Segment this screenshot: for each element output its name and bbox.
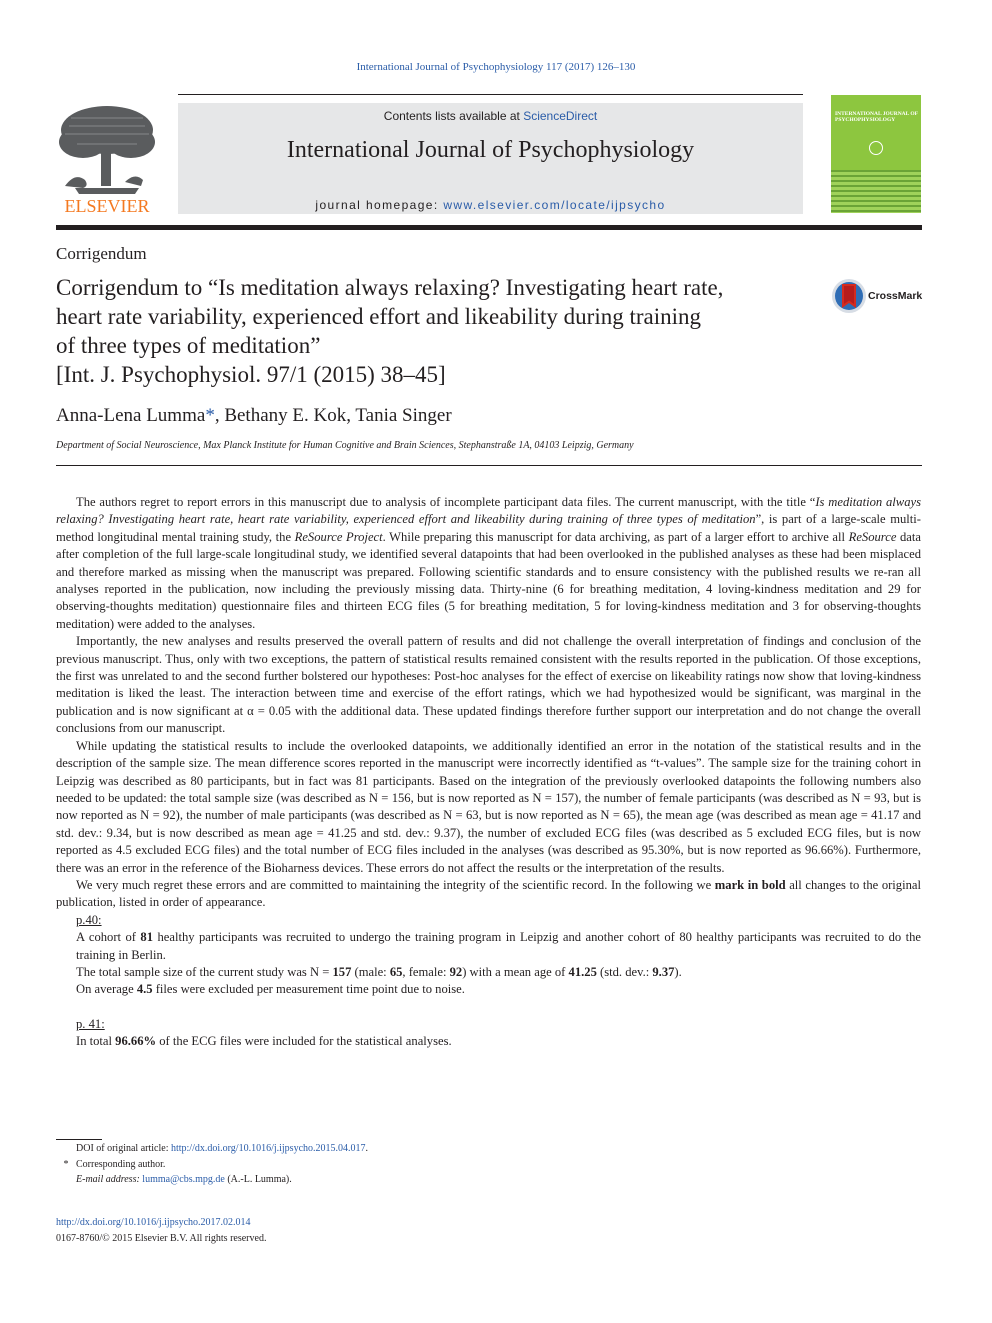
crossmark-label: CrossMark (868, 290, 923, 302)
homepage-link[interactable]: www.elsevier.com/locate/ijpsycho (443, 198, 666, 212)
article-body (56, 494, 921, 1051)
cover-title: INTERNATIONAL JOURNAL OF PSYCHOPHYSIOLOGY (835, 111, 918, 123)
homepage-prefix: journal homepage: (315, 198, 444, 212)
page-label: p.40: (76, 912, 102, 927)
italic-project: ReSource (848, 529, 897, 544)
footnote-corresponding (56, 1157, 368, 1173)
affiliation: Department of Social Neuroscience, Max Planck Institute for Human Cognitive and Brain Sciences, Stephanstraße 1A, 04103 Leipzig, Germany (56, 440, 634, 451)
crossmark-icon (831, 278, 867, 314)
correction-line (56, 929, 921, 964)
paragraph: Importantly, the new analyses and results preserved the overall pattern of results and did not challenge the overall interpretation of findings and conclusion of the previous manuscript. Thus, only with two exceptions, the pattern of statistical results remained consistent with the results reported in the publication. Of those exceptions, the first was unrelated to and the second further bolstered our hypotheses: Post-hoc analyses for the effect of exercise on likeability ratings now show that loving-kindness meditation is liked the least. The interaction between time and exercise of the effort ratings, which we had hypothesized would be significant, was marginal in the publication and is now significant at α = 0.05 with the additional data. These updated findings therefore further support our interpretation and do not change the overall conclusions from our manuscript. (56, 634, 921, 736)
header-rule (178, 94, 803, 95)
text: (std. dev.: (596, 964, 653, 979)
heading-rule (56, 465, 922, 466)
author-name: Anna-Lena Lumma (56, 405, 206, 426)
footnotes (56, 1141, 368, 1188)
bold-value: 4.5 (136, 982, 153, 997)
footnote-doi (56, 1141, 368, 1157)
elsevier-logo (55, 100, 159, 216)
elsevier-logo-text: ELSEVIER (64, 196, 150, 216)
paragraph: While updating the statistical results to include the overlooked datapoints, we additionally identified an error in the notation of the statistical results and in the description of the sample size. The mean difference scores reported in the manuscript were incorrectly identified as “t-values”. The sample size for the training cohort in Leipzig was described as 80 participants, but in fact was 81 participants. Based on the integration of the previously overlooked datapoints the following numbers also needed to be updated: the total sample size (was described as N = 156, but is now reported as N = 157), the number of female participants (was described as N = 93, but is now reported as N = 92), the number of male participants (was described as N = 63, but is now reported as N = 65), the mean age (was described as mean age = 41.17 and std. dev.: 9.34, but is now described as mean age = 41.25 and std. dev.: 9.37), the number of excluded ECG files (was described as 5 excluded ECG files, but is now reported as 4.5 excluded ECG files) and the total number of ECG files included in the analyses (was described as 95.30%, but is now reported as 96.66%). Furthermore, there was an error in the reference of the Bioharness devices. These errors do not affect the results or the interpretation of the results. (56, 738, 921, 875)
text: A cohort of (76, 930, 141, 945)
footnote-email (56, 1172, 368, 1188)
journal-title: International Journal of Psychophysiology (286, 137, 695, 163)
title-line: heart rate variability, experienced effort and likeability during training (56, 304, 702, 329)
sciencedirect-link[interactable]: ScienceDirect (523, 109, 598, 123)
contents-prefix: Contents lists available at (383, 109, 524, 123)
page-label: p. 41: (76, 1016, 105, 1031)
correction-line (56, 964, 921, 981)
corresponding-author-marker[interactable]: * (205, 405, 215, 426)
text: (A.-L. Lumma). (224, 1174, 292, 1185)
cover-seal-icon (869, 141, 883, 155)
text: , female: (402, 964, 450, 979)
footnote-marker: * (63, 1158, 69, 1170)
correction-line (56, 1033, 921, 1050)
original-doi-link[interactable]: http://dx.doi.org/10.1016/j.ijpsycho.2015.04.017 (170, 1143, 366, 1154)
bold-text: mark in bold (714, 877, 786, 892)
elsevier-tree-icon (55, 100, 159, 216)
italic-title: Is meditation always relaxing? Investigating heart rate, heart rate variability, experienced effort and likeability during training of three types of meditation (56, 495, 921, 527)
journal-header-panel (178, 103, 803, 214)
bold-value: 65 (389, 964, 403, 979)
text: On average (76, 982, 137, 997)
cover-stripes (831, 170, 921, 213)
bold-value: 157 (332, 964, 352, 979)
page-reference (56, 912, 921, 929)
author-list (56, 405, 452, 427)
text: ) with a mean age of (462, 964, 569, 979)
text: We very much regret these errors and are committed to maintaining the integrity of the scientific record. In the following we (76, 877, 715, 892)
header-divider (56, 225, 922, 230)
contents-line (178, 109, 803, 123)
author-names: , Bethany E. Kok, Tania Singer (214, 405, 452, 426)
bold-value: 81 (140, 930, 154, 945)
email-link[interactable]: lumma@cbs.mpg.de (142, 1174, 225, 1185)
email-label: E-mail address: (76, 1174, 143, 1185)
bold-value: 96.66% (115, 1034, 157, 1049)
text: In total (76, 1034, 116, 1049)
article-doi-link[interactable]: http://dx.doi.org/10.1016/j.ijpsycho.2017.02.014 (56, 1217, 251, 1228)
text: all changes to the original publication, listed in order of appearance. (56, 877, 921, 910)
paragraph (56, 877, 921, 912)
text: . (365, 1143, 369, 1154)
journal-citation[interactable]: International Journal of Psychophysiology 117 (2017) 126–130 (356, 61, 636, 73)
italic-project: ReSource Project (294, 529, 383, 544)
text: . While preparing this manuscript for data archiving, as part of a larger effort to archive all (382, 529, 849, 544)
journal-cover-thumbnail[interactable] (831, 95, 921, 213)
text: of the ECG files were included for the statistical analyses. (156, 1034, 452, 1049)
title-line: [Int. J. Psychophysiol. 97/1 (2015) 38–45] (56, 362, 446, 387)
text: healthy participants was recruited to undergo the training program in Leipzig and another cohort of 80 healthy participants was recruited to do the training in Berlin. (76, 930, 921, 962)
title-line: Corrigendum to “Is meditation always relaxing? Investigating heart rate, (56, 275, 724, 300)
text: DOI of original article: (76, 1143, 171, 1154)
text: The total sample size of the current study was N = (76, 964, 333, 979)
text: Corresponding author. (76, 1158, 166, 1170)
text: The authors regret to report errors in this manuscript due to analysis of incomplete participant data files. The current manuscript, with the title “ (76, 495, 816, 509)
text: files were excluded per measurement time point due to noise. (152, 982, 465, 997)
footnote-rule (56, 1139, 102, 1140)
bold-value: 9.37 (652, 964, 675, 979)
article-title (56, 273, 816, 389)
text: (male: (351, 964, 390, 979)
text: ). (674, 964, 682, 979)
paragraph (56, 494, 921, 633)
page-reference (56, 1016, 921, 1033)
journal-homepage (178, 198, 803, 212)
page-footer (56, 1215, 266, 1246)
text: ”, is part of a large-scale multi-method longitudinal mental training study, the (56, 512, 921, 544)
copyright: 0167-8760/© 2015 Elsevier B.V. All rights reserved. (56, 1232, 267, 1244)
crossmark-badge[interactable] (831, 278, 931, 314)
title-line: of three types of meditation” (56, 333, 321, 358)
article-type: Corrigendum (56, 244, 147, 263)
bold-value: 92 (449, 964, 463, 979)
text: data after completion of the full large-scale longitudinal study, we identified several datapoints that had been overlooked in the published analyses as these had been misplaced and therefore marked as missing when the manuscript was prepared. Following scientific standards and to ensure consistency with the published results we re-ran all analyses reported in the publication, now including the previously missing data. Thirty-nine (6 for breathing meditation, 4 loving-kindness meditation and 29 for observing-thoughts meditation) questionnaire files and thirteen ECG files (5 for breathing meditation, 5 for loving-kindness meditation and 3 for observing-thoughts meditation) were added to the analyses. (56, 529, 921, 631)
correction-line (56, 981, 921, 998)
bold-value: 41.25 (568, 964, 597, 979)
